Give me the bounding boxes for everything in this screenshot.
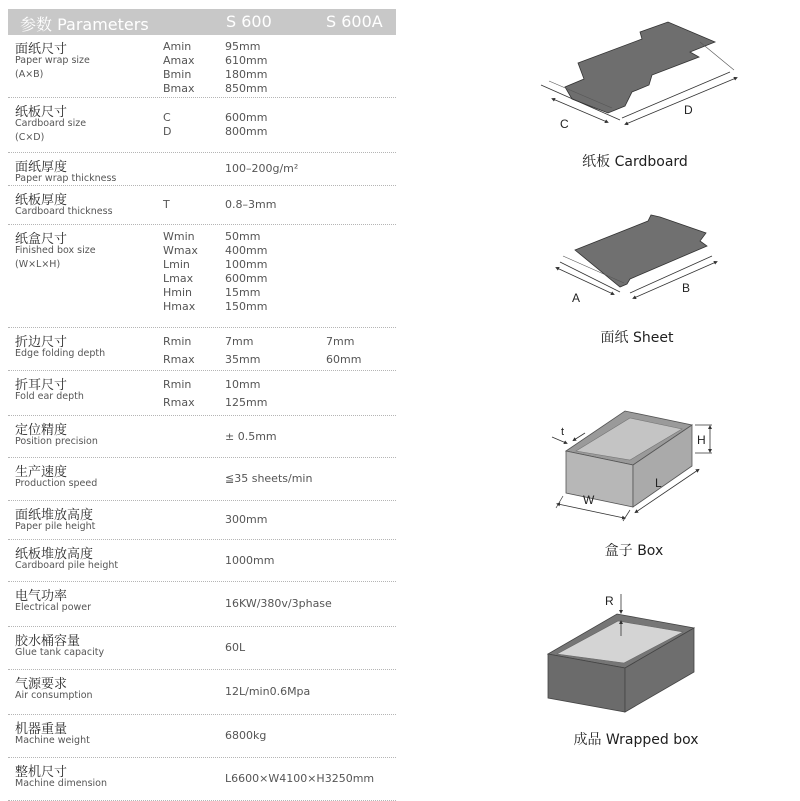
caption-box: 盒子 Box — [604, 543, 664, 559]
caption-cardboard: 纸板 Cardboard — [582, 154, 688, 170]
label-r: R — [605, 594, 614, 608]
row-label-en: Machine dimension — [15, 778, 107, 789]
row-value-s600: 180mm — [225, 68, 268, 81]
row-symbol: Lmax — [163, 272, 194, 285]
label-l: L — [655, 476, 662, 490]
row-label-cn: 整机尺寸 — [15, 765, 68, 780]
row-label-en: Paper wrap size — [15, 55, 90, 66]
row-label-en: Production speed — [15, 478, 98, 489]
row-symbol: D — [163, 125, 172, 138]
row-value-s600: 610mm — [225, 54, 268, 67]
label-w: W — [583, 493, 595, 507]
row-symbol: Rmin — [163, 335, 192, 348]
row-label-en: Electrical power — [15, 602, 92, 613]
row-label-en: Cardboard pile height — [15, 560, 119, 571]
wrapped-box-diagram — [548, 594, 694, 712]
row-value-s600: 16KW/380v/3phase — [225, 597, 332, 610]
row-symbol: Wmin — [163, 230, 195, 243]
row-value-s600: 15mm — [225, 286, 261, 299]
row-label-en-dim: (W×L×H) — [15, 259, 61, 270]
row-label-cn: 纸板尺寸 — [15, 105, 68, 120]
row-label-cn: 面纸尺寸 — [15, 42, 68, 57]
row-symbol: Hmax — [163, 300, 196, 313]
cardboard-diagram — [541, 22, 736, 131]
label-c: C — [560, 117, 569, 131]
row-label-en: Edge folding depth — [15, 348, 106, 359]
row-label-cn: 机器重量 — [15, 722, 68, 737]
row-value-s600: 50mm — [225, 230, 261, 243]
row-value-s600: 125mm — [225, 396, 268, 409]
row-value-s600: ± 0.5mm — [225, 430, 277, 443]
header-col-s600a: S 600A — [326, 12, 383, 31]
row-value-s600: 100–200g/m² — [225, 162, 299, 175]
row-value-s600: 400mm — [225, 244, 268, 257]
row-symbol: Wmax — [163, 244, 198, 257]
row-label-en: Cardboard thickness — [15, 206, 113, 217]
row-value-s600: 12L/min0.6Mpa — [225, 685, 311, 698]
row-symbol: Rmax — [163, 353, 195, 366]
row-label-en: Cardboard size — [15, 118, 87, 129]
row-label-en: Fold ear depth — [15, 391, 84, 402]
sheet-diagram — [557, 215, 716, 305]
row-label-en: Position precision — [15, 436, 98, 447]
row-value-s600: 600mm — [225, 111, 268, 124]
row-symbol: Amin — [163, 40, 192, 53]
row-label-en: Paper wrap thickness — [15, 173, 117, 184]
row-value-s600: 0.8–3mm — [225, 198, 277, 211]
caption-sheet: 面纸 Sheet — [600, 330, 674, 346]
row-label-cn: 折边尺寸 — [15, 335, 68, 350]
row-label-en: Finished box size — [15, 245, 96, 256]
row-label-cn: 胶水桶容量 — [15, 634, 81, 649]
row-value-s600: 35mm — [225, 353, 261, 366]
row-value-s600: 150mm — [225, 300, 268, 313]
label-b: B — [682, 281, 691, 295]
row-value-s600a: 7mm — [326, 335, 355, 348]
row-label-en-dim: (A×B) — [15, 69, 44, 80]
caption-wrapped-box: 成品 Wrapped box — [573, 732, 699, 748]
row-label-en: Machine weight — [15, 735, 90, 746]
label-t: t — [561, 426, 565, 438]
row-symbol: Hmin — [163, 286, 193, 299]
header-title: 参数 Parameters — [20, 15, 149, 34]
row-value-s600: 300mm — [225, 513, 268, 526]
row-symbol: C — [163, 111, 171, 124]
row-label-cn: 定位精度 — [15, 423, 68, 438]
row-symbol: Rmin — [163, 378, 192, 391]
row-label-cn: 面纸堆放高度 — [15, 508, 94, 523]
label-d: D — [684, 103, 693, 117]
row-value-s600: 850mm — [225, 82, 268, 95]
row-value-s600a: 60mm — [326, 353, 362, 366]
row-label-cn: 折耳尺寸 — [15, 378, 68, 393]
row-symbol: Amax — [163, 54, 195, 67]
row-value-s600: 1000mm — [225, 554, 275, 567]
row-value-s600: ≦35 sheets/min — [225, 472, 313, 485]
box-diagram — [552, 411, 712, 521]
row-symbol: Bmax — [163, 82, 195, 95]
row-label-cn: 纸板厚度 — [15, 193, 68, 208]
row-label-cn: 纸板堆放高度 — [15, 547, 94, 562]
row-label-cn: 面纸厚度 — [15, 160, 68, 175]
row-value-s600: L6600×W4100×H3250mm — [225, 772, 375, 785]
row-label-cn: 纸盒尺寸 — [15, 232, 68, 247]
row-value-s600: 10mm — [225, 378, 261, 391]
row-value-s600: 7mm — [225, 335, 254, 348]
row-label-en: Paper pile height — [15, 521, 96, 532]
row-value-s600: 6800kg — [225, 729, 267, 742]
row-value-s600: 100mm — [225, 258, 268, 271]
row-label-en: Glue tank capacity — [15, 647, 105, 658]
label-a: A — [572, 291, 581, 305]
row-symbol: Lmin — [163, 258, 190, 271]
row-label-en-dim: (C×D) — [15, 132, 45, 143]
label-h: H — [697, 433, 706, 447]
row-value-s600: 95mm — [225, 40, 261, 53]
row-label-en: Air consumption — [15, 690, 93, 701]
row-label-cn: 生产速度 — [15, 465, 68, 480]
row-value-s600: 600mm — [225, 272, 268, 285]
row-symbol: T — [163, 198, 170, 211]
row-symbol: Rmax — [163, 396, 195, 409]
row-label-cn: 电气功率 — [15, 589, 68, 604]
header-col-s600: S 600 — [226, 12, 272, 31]
row-label-cn: 气源要求 — [15, 677, 68, 692]
row-value-s600: 60L — [225, 641, 246, 654]
row-symbol: Bmin — [163, 68, 192, 81]
row-value-s600: 800mm — [225, 125, 268, 138]
